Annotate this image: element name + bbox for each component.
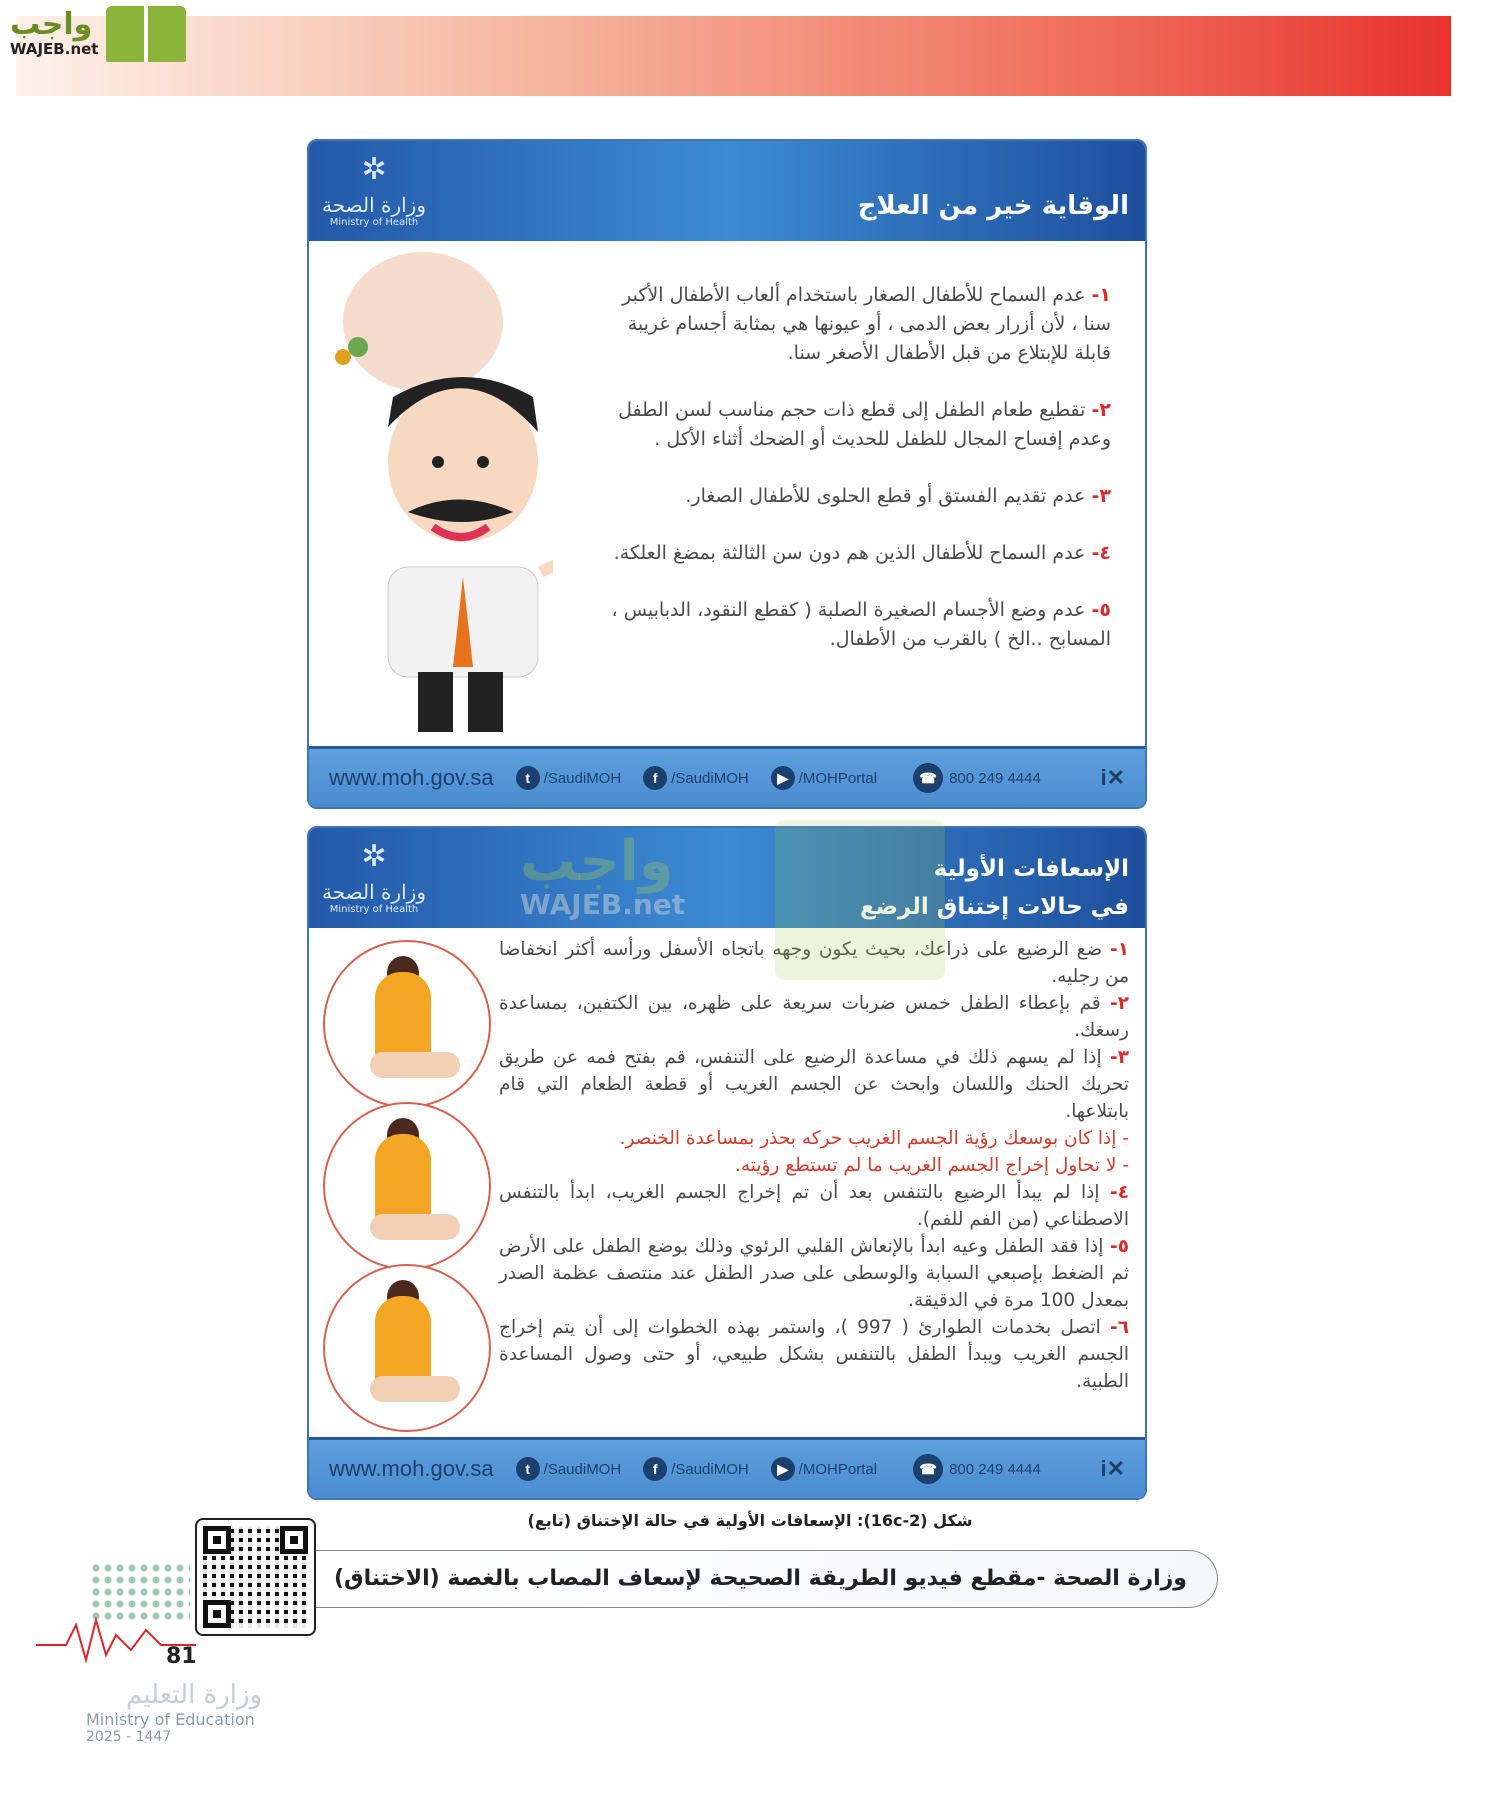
page-number: 81	[166, 1644, 197, 1669]
watermark: واجب	[520, 829, 674, 894]
ministry-ar: وزارة الصحة	[322, 880, 426, 904]
item-number: ٣-	[1110, 1047, 1129, 1068]
item-text: عدم السماح للأطفال الصغار باستخدام ألعاب الأطفال الأكبر سنا ، لأن أزرار بعض الدمى ، أو عيونها هي بمثابة أجسام غريبة قابلة للإبتلاع من قبل الأطفال الأصغر سنا.	[622, 284, 1111, 364]
mouth-check-illustration	[323, 1102, 491, 1270]
twitter-link[interactable]	[516, 766, 622, 790]
watermark-en-text: WAJEB	[520, 888, 623, 921]
contact-bar	[309, 1437, 1145, 1498]
card-title: الوقاية خير من العلاج	[857, 191, 1129, 221]
watermark-book-icon	[775, 820, 945, 980]
item-text: ضع الرضيع على ذراعك، بحيث يكون وجهه باتجاه الأسفل ورأسه أكثر انخفاضا من رجليه.	[499, 939, 1129, 987]
ministry-en: Ministry of Health	[329, 904, 419, 915]
card-body	[309, 241, 1145, 746]
prevention-list	[611, 281, 1111, 682]
qr-code[interactable]	[195, 1518, 316, 1636]
item-text: إذا لم يبدأ الرضيع بالتنفس بعد أن تم إخراج الجسم الغريب، ابدأ بالتنفس الاصطناعي (من الفم للفم).	[499, 1182, 1129, 1230]
website-link[interactable]: www.moh.gov.sa	[329, 765, 494, 790]
phone-text: 800 249 4444	[949, 1460, 1041, 1478]
list-item	[499, 1044, 1129, 1125]
item-text: عدم وضع الأجسام الصغيرة الصلبة ( كقطع النقود، الدبابيس ، المسابح ..الخ ) بالقرب من الأطفال.	[611, 599, 1111, 650]
phone-text: 800 249 4444	[949, 769, 1041, 787]
item-number: ٦-	[1110, 1317, 1129, 1338]
list-item	[611, 281, 1111, 368]
youtube-icon: ▶	[771, 766, 795, 790]
moe-ar: وزارة التعليم	[126, 1680, 263, 1710]
phone-number[interactable]	[913, 763, 1041, 793]
list-item	[499, 1233, 1129, 1314]
cpr-illustration	[323, 1264, 491, 1432]
list-item	[499, 1179, 1129, 1233]
item-text: عدم تقديم الفستق أو قطع الحلوى للأطفال الصغار.	[685, 485, 1086, 507]
item-number: ٢-	[1091, 399, 1111, 421]
list-item	[611, 482, 1111, 511]
palm-swords-icon: ✲	[361, 839, 387, 874]
facebook-link[interactable]	[643, 766, 749, 790]
watermark-suffix: .net	[622, 888, 686, 921]
brand-en: WAJEB	[10, 40, 65, 58]
phone-number[interactable]	[913, 1454, 1041, 1484]
info-center-logo-icon: i✕	[1100, 765, 1125, 790]
facebook-icon: f	[643, 766, 667, 790]
card-header	[309, 828, 1145, 928]
brand-suffix: .net	[64, 40, 99, 58]
first-aid-card	[307, 826, 1147, 1500]
item-number: ٤-	[1091, 542, 1111, 564]
facebook-handle: /SaudiMOH	[671, 769, 749, 787]
item-text: إذا لم يسهم ذلك في مساعدة الرضيع على التنفس، قم بفتح فمه عن طريق تحريك الحنك واللسان وابحث عن الجسم الغريب أو قطعة الطعام التي قام بابتلاعها.	[499, 1047, 1129, 1122]
moe-dots-icon	[90, 1562, 190, 1622]
warning-item: - إذا كان بوسعك رؤية الجسم الغريب حركه بحذر بمساعدة الخنصر.	[619, 1128, 1129, 1149]
item-number: ٥-	[1110, 1236, 1129, 1257]
youtube-handle: /MOHPortal	[798, 769, 878, 787]
moe-logo	[86, 1680, 262, 1745]
list-item	[499, 990, 1129, 1044]
twitter-link[interactable]	[516, 1457, 622, 1481]
phone-icon: ☎	[913, 763, 943, 793]
wajeb-logo[interactable]	[10, 6, 186, 62]
moe-en: Ministry of Education	[86, 1710, 255, 1729]
list-item	[611, 539, 1111, 568]
title-line-1: الإسعافات الأولية	[933, 856, 1129, 882]
twitter-icon: t	[516, 1457, 540, 1481]
moh-logo	[319, 834, 429, 915]
youtube-link[interactable]	[771, 766, 877, 790]
prevention-card	[307, 139, 1147, 809]
card-header	[309, 141, 1145, 241]
item-number: ٣-	[1091, 485, 1111, 507]
facebook-handle: /SaudiMOH	[671, 1460, 749, 1478]
item-text: قم بإعطاء الطفل خمس ضربات سريعة على ظهره، بين الكتفين، بمساعدة رسغك.	[499, 993, 1129, 1041]
facebook-link[interactable]	[643, 1457, 749, 1481]
back-blows-illustration	[323, 940, 491, 1108]
moh-logo	[319, 147, 429, 228]
info-center-logo-icon: i✕	[1100, 1456, 1125, 1481]
palm-swords-icon: ✲	[361, 152, 387, 187]
youtube-link[interactable]	[771, 1457, 877, 1481]
ministry-ar: وزارة الصحة	[322, 193, 426, 217]
list-item	[611, 596, 1111, 654]
figure-caption: شكل (2-16c): الإسعافات الأولية في حالة الإختناق (تابع)	[527, 1511, 973, 1530]
twitter-handle: /SaudiMOH	[543, 1460, 622, 1478]
brand-ar: واجب	[10, 7, 93, 42]
contact-bar	[309, 746, 1145, 807]
item-number: ٢-	[1110, 993, 1130, 1014]
item-number: ٥-	[1091, 599, 1111, 621]
facebook-icon: f	[643, 1457, 667, 1481]
item-number: ١-	[1091, 284, 1111, 306]
phone-icon: ☎	[913, 1454, 943, 1484]
twitter-handle: /SaudiMOH	[543, 769, 622, 787]
website-link[interactable]: www.moh.gov.sa	[329, 1456, 494, 1481]
youtube-handle: /MOHPortal	[798, 1460, 878, 1478]
ministry-en: Ministry of Health	[329, 217, 419, 228]
twitter-icon: t	[516, 766, 540, 790]
top-banner	[16, 16, 1451, 96]
item-text: عدم السماح للأطفال الذين هم دون سن الثالثة بمضغ العلكة.	[613, 542, 1086, 564]
book-icon	[106, 6, 186, 62]
item-number: ١-	[1110, 939, 1129, 960]
doctor-illustration	[313, 247, 553, 747]
youtube-icon: ▶	[771, 1457, 795, 1481]
first-aid-steps	[499, 936, 1129, 1395]
card-body	[309, 928, 1145, 1437]
watermark-en	[520, 890, 685, 920]
item-text: تقطيع طعام الطفل إلى قطع ذات حجم مناسب لسن الطفل وعدم إفساح المجال للطفل للحديث أو الضحك أثناء الأكل .	[618, 399, 1111, 450]
item-text: إذا فقد الطفل وعيه ابدأ بالإنعاش القلبي الرئوي وذلك بوضع الطفل على الأرض ثم الضغط بإصبعي السبابة والوسطى على صدر الطفل عند منتصف عظمة الصدر بمعدل 100 مرة في الدقيقة.	[499, 1236, 1129, 1311]
video-link[interactable]: وزارة الصحة -مقطع فيديو الطريقة الصحيحة لإسعاف المصاب بالغصة (الاختناق)	[316, 1550, 1218, 1608]
list-item	[611, 396, 1111, 454]
list-item	[499, 1314, 1129, 1395]
item-number: ٤-	[1110, 1182, 1129, 1203]
title-line-2: في حالات إختناق الرضع	[859, 894, 1129, 920]
warning-item: - لا تحاول إخراج الجسم الغريب ما لم تستطع رؤيته.	[734, 1155, 1129, 1176]
item-text: اتصل بخدمات الطوارئ ( 997 )، واستمر بهذه الخطوات إلى أن يتم إخراج الجسم الغريب ويبدأ الطفل بالتنفس بشكل طبيعي، أو حتى وصول المساعدة الطبية.	[499, 1317, 1129, 1392]
moe-year: 2025 - 1447	[86, 1729, 172, 1745]
